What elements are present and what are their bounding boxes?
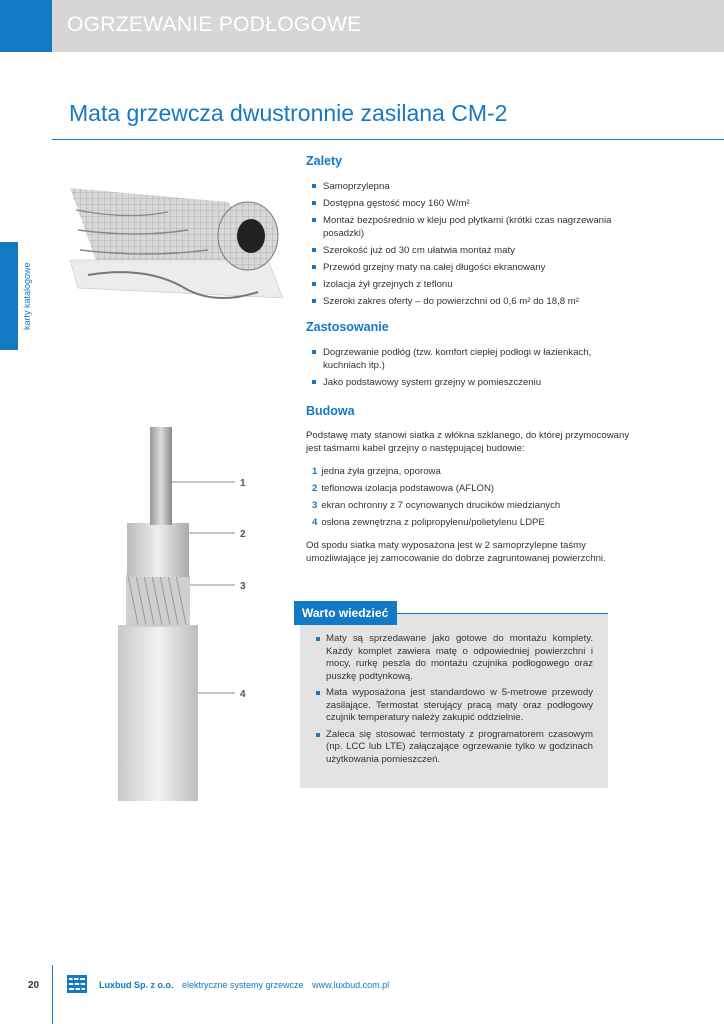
list-item: 2 teflonowa izolacja podstawowa (AFLON) (312, 483, 495, 494)
list-item: Zaleca się stosować termostaty z programatorem czasowym (np. LCC lub LTE) załączające ogrzewanie tylko w godzinach użytkowania pomieszczeń. (316, 729, 593, 767)
budowa-intro: Podstawę maty stanowi siatka z włókna szklanego, do której przymocowany jest taśmami kabel grzejny o następującej budowie: (306, 430, 630, 454)
side-tab (0, 242, 18, 350)
cable-structure-image (110, 425, 270, 805)
budowa-outro: Od spodu siatka maty wyposażona jest w 2 samoprzylepne taśmy umożliwiające jej zamocowanie do dobrze zagruntowanej powierzchni. (306, 540, 606, 564)
company-name: Luxbud Sp. z o.o. (99, 980, 174, 990)
list-item: Maty są sprzedawane jako gotowe do montażu komplety. Każdy komplet zawiera matę o odpowiedniej powierzchni i mocy, rurkę peszla do montażu czujnika podłogowego oraz puszkę podtynkową. (316, 633, 593, 683)
footer-text (99, 980, 389, 990)
list-zalety (312, 180, 612, 312)
list-item: Mata wyposażona jest standardowo w 5-metrowe przewody zasilające. Termostat sterujący pracą maty oraz podłogowy czujnik temperatury należy zakupić oddzielnie. (316, 687, 593, 725)
list-item: Dostępna gęstość mocy 160 W/m² (312, 197, 612, 210)
company-url-link[interactable]: www.luxbud.com.pl (312, 980, 390, 990)
luxbud-logo-icon (67, 975, 87, 993)
list-item: 3 ekran ochronny z 7 ocynowanych drucików miedzianych (312, 500, 561, 511)
heading-zastosowanie: Zastosowanie (306, 320, 389, 334)
heading-zalety: Zalety (306, 154, 343, 168)
info-box-rule (397, 613, 608, 614)
list-item: 1 jedna żyła grzejna, oporowa (312, 466, 441, 477)
cable-label-2: 2 (240, 529, 246, 540)
heading-budowa: Budowa (306, 404, 355, 418)
list-item: Szeroki zakres oferty – do powierzchni od 0,6 m² do 18,8 m² (312, 295, 612, 308)
list-item: Szerokość już od 30 cm ułatwia montaż maty (312, 244, 612, 257)
section-title: OGRZEWANIE PODŁOGOWE (67, 13, 362, 36)
footer-divider (52, 965, 53, 1024)
header-accent-block (0, 0, 52, 52)
list-item: Przewód grzejny maty na całej długości ekranowany (312, 261, 612, 274)
page-number: 20 (28, 980, 40, 991)
side-label: karty katalogowe (22, 262, 32, 330)
list-budowa (312, 465, 642, 533)
list-item: Montaż bezpośrednio w kleju pod płytkami (krótki czas nagrzewania posadzki) (312, 214, 612, 240)
title-divider (52, 139, 724, 140)
list-item: Samoprzylepna (312, 180, 612, 193)
page-title: Mata grzewcza dwustronnie zasilana CM-2 (69, 100, 508, 126)
heating-mat-image (68, 180, 288, 315)
list-item: Jako podstawowy system grzejny w pomieszczeniu (312, 376, 612, 389)
company-tagline: elektryczne systemy grzewcze (182, 980, 304, 990)
cable-label-3: 3 (240, 581, 246, 592)
cable-label-1: 1 (240, 478, 246, 489)
info-list (316, 633, 593, 770)
list-item: Izolacja żył grzejnych z teflonu (312, 278, 612, 291)
list-zastosowanie (312, 346, 612, 393)
list-item: Dogrzewanie podłóg (tzw. komfort ciepłej podłogi w łazienkach, kuchniach itp.) (312, 346, 612, 372)
cable-label-4: 4 (240, 689, 246, 700)
list-item: 4 osłona zewnętrzna z polipropylenu/polietylenu LDPE (312, 517, 545, 528)
info-box-heading: Warto wiedzieć (294, 601, 397, 625)
